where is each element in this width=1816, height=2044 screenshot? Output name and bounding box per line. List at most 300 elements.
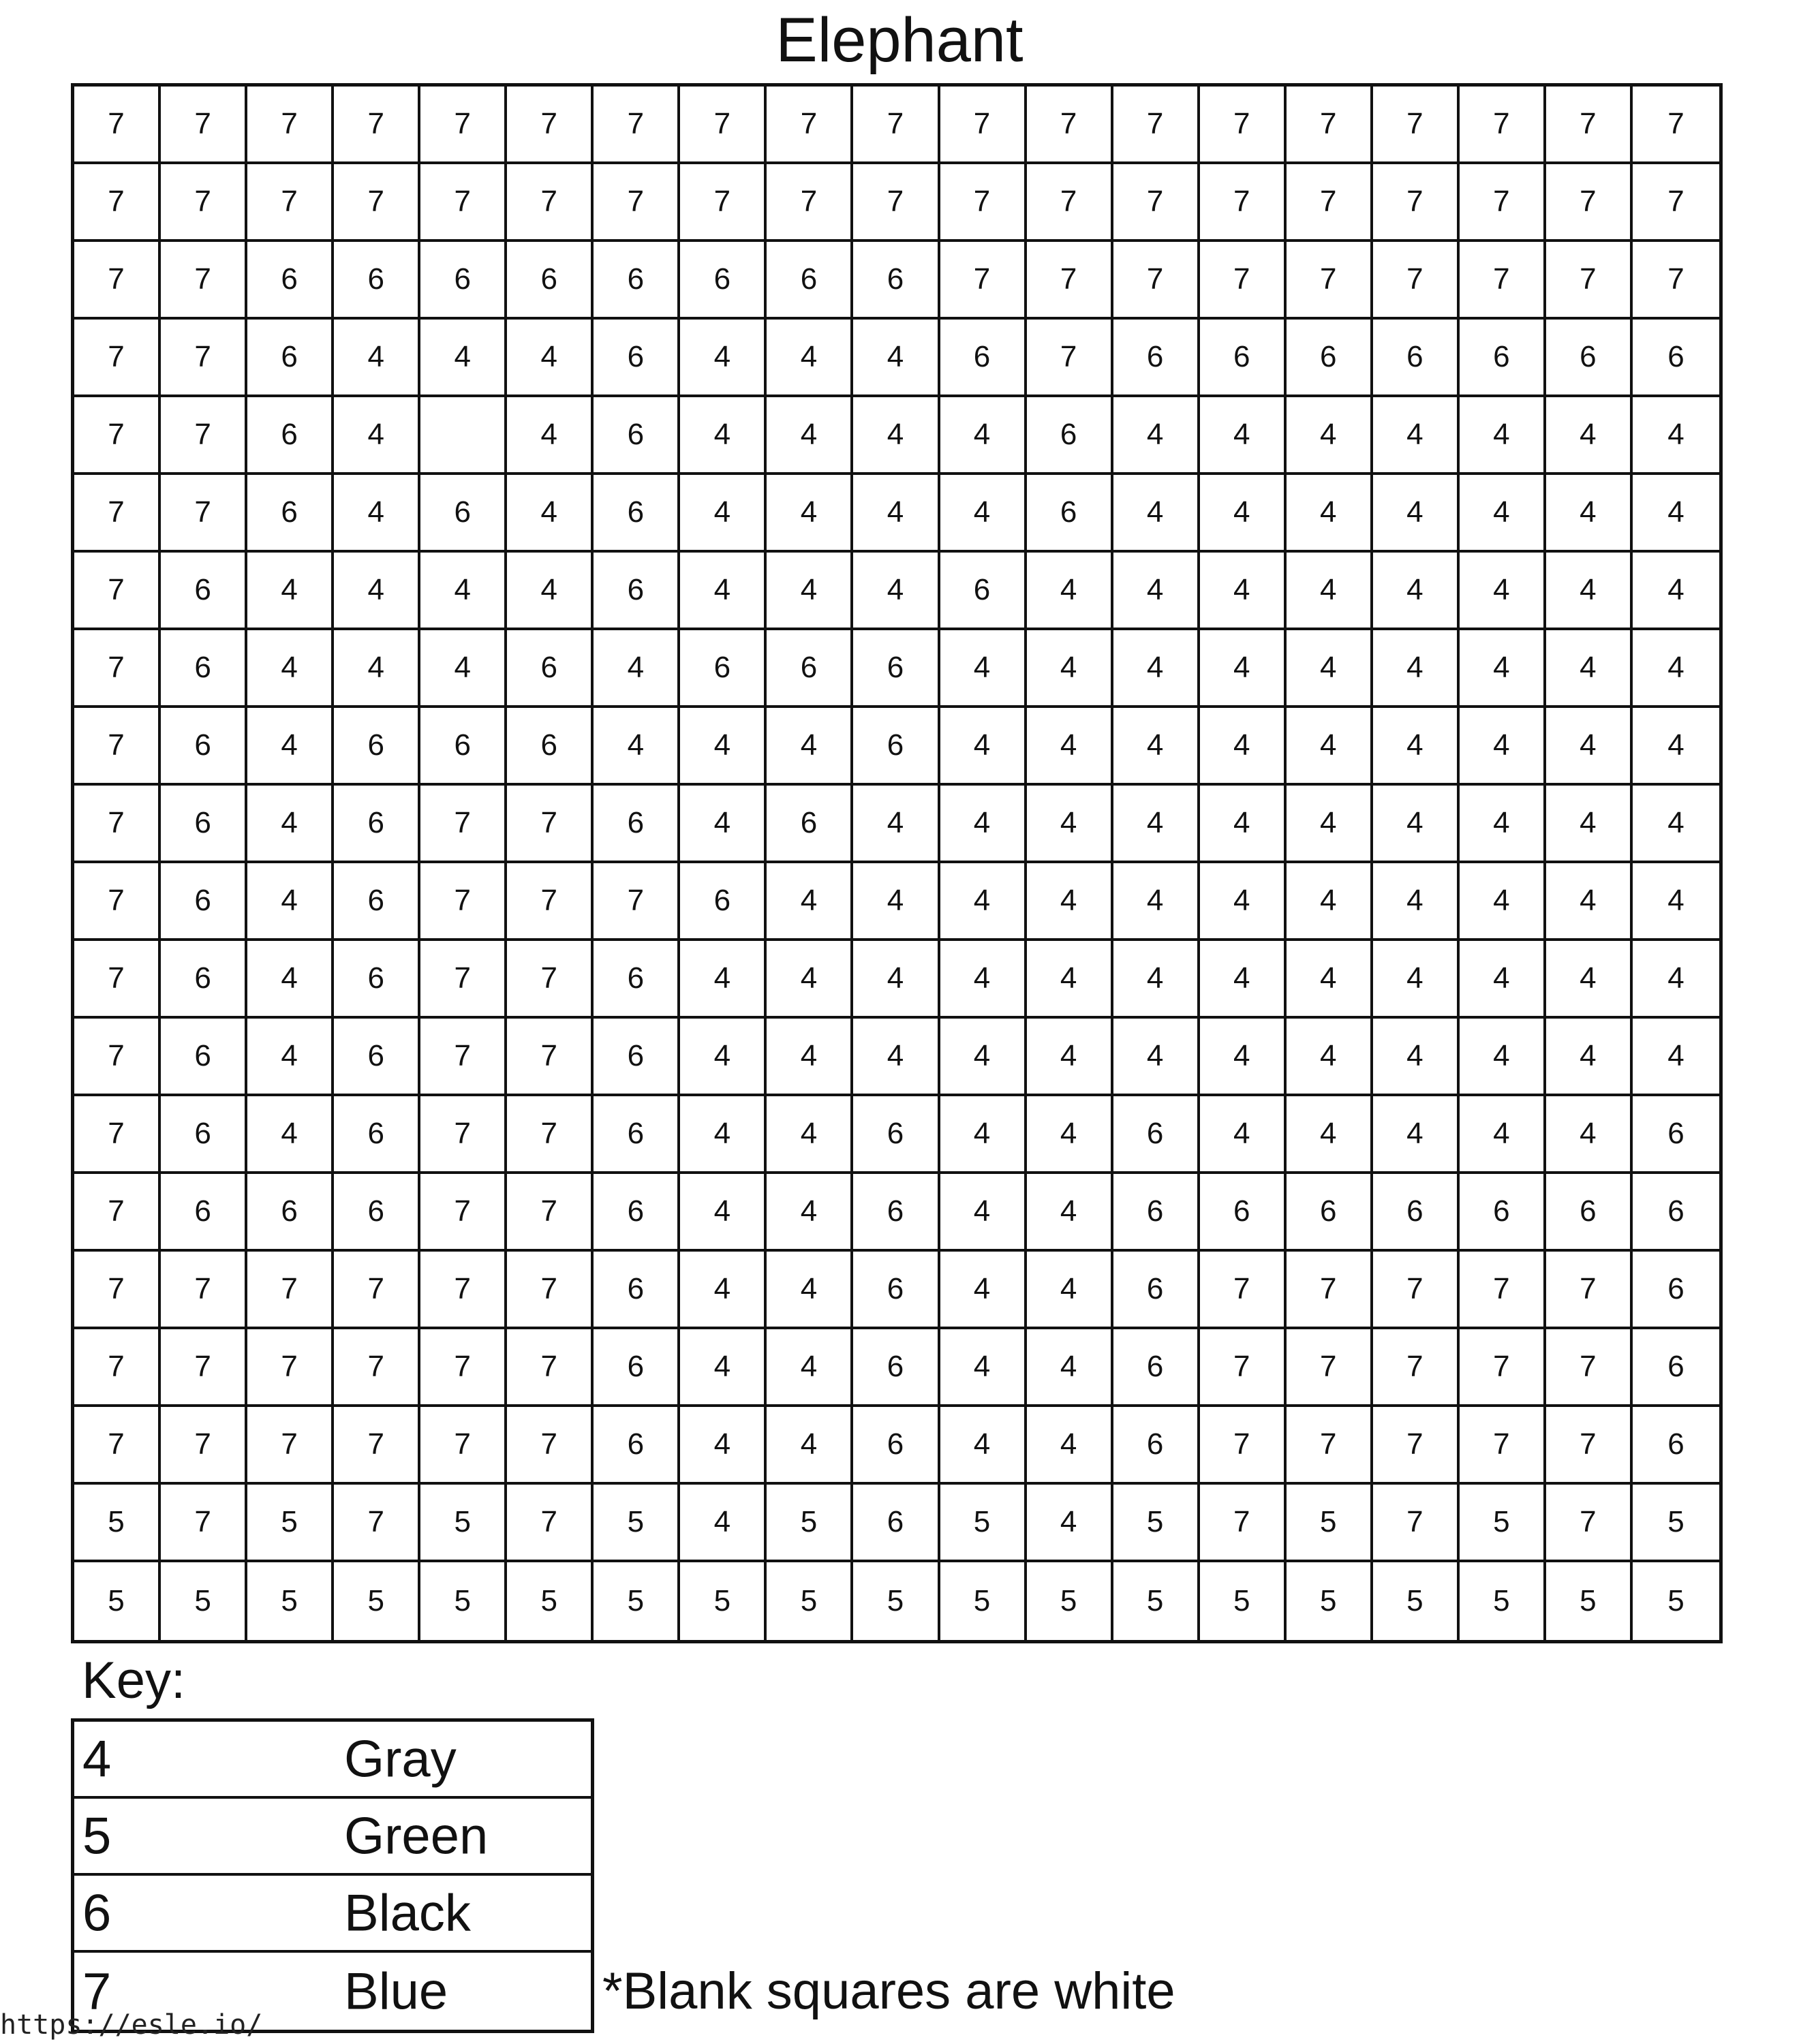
grid-cell: 4: [767, 941, 853, 1019]
grid-cell: 4: [247, 941, 334, 1019]
grid-cell: 4: [680, 1329, 767, 1407]
grid-cell: 4: [680, 397, 767, 475]
grid-cell: 6: [1200, 320, 1287, 397]
grid-cell: 7: [161, 164, 247, 242]
grid-cell: 4: [767, 1174, 853, 1252]
grid-cell: 7: [1200, 1407, 1287, 1485]
grid-cell: 4: [1633, 863, 1719, 941]
grid-cell: 7: [594, 164, 680, 242]
grid-cell: 4: [1373, 863, 1460, 941]
grid-cell: 4: [1460, 786, 1546, 863]
grid-cell: 7: [247, 1252, 334, 1329]
grid-cell: 7: [507, 941, 594, 1019]
grid-cell: 6: [1546, 320, 1633, 397]
grid-cell: 7: [420, 1174, 507, 1252]
grid-cell: 4: [247, 863, 334, 941]
grid-cell: 4: [1113, 553, 1200, 630]
key-row-5: [74, 1799, 591, 1876]
grid-cell: 6: [420, 708, 507, 786]
grid-cell: 7: [1373, 164, 1460, 242]
grid-cell: 7: [1633, 164, 1719, 242]
grid-cell: 7: [334, 87, 420, 164]
grid-cell: 6: [334, 786, 420, 863]
grid-cell: 7: [74, 1407, 161, 1485]
grid-cell: 7: [1027, 87, 1113, 164]
grid-cell: 7: [1373, 1252, 1460, 1329]
grid-cell: 4: [1373, 708, 1460, 786]
grid-cell: 7: [74, 708, 161, 786]
grid-cell: 4: [420, 553, 507, 630]
grid-cell: 7: [420, 941, 507, 1019]
grid-cell: 4: [1200, 397, 1287, 475]
grid-cell: 5: [594, 1562, 680, 1640]
grid-cell: 5: [247, 1562, 334, 1640]
grid-cell: 4: [1113, 630, 1200, 708]
grid-cell: 5: [853, 1562, 940, 1640]
grid-cell: 4: [420, 320, 507, 397]
grid-cell: 4: [940, 1096, 1027, 1174]
grid-cell: 5: [1460, 1485, 1546, 1562]
grid-cell: 6: [507, 708, 594, 786]
grid-cell: 5: [1200, 1562, 1287, 1640]
grid-cell: 6: [1200, 1174, 1287, 1252]
grid-cell: 6: [1633, 1407, 1719, 1485]
grid-cell: 6: [1546, 1174, 1633, 1252]
grid-cell: 4: [334, 397, 420, 475]
grid-cell: 5: [1027, 1562, 1113, 1640]
grid-cell: 6: [594, 242, 680, 320]
grid-cell: 4: [1113, 941, 1200, 1019]
grid-cell: 4: [1460, 863, 1546, 941]
grid-cell: 7: [507, 87, 594, 164]
grid-cell: 4: [940, 1019, 1027, 1096]
grid-cell: 7: [507, 1019, 594, 1096]
grid-cell: 7: [161, 1252, 247, 1329]
grid-cell: 6: [161, 553, 247, 630]
grid-cell: 4: [1287, 941, 1373, 1019]
grid-cell: 7: [507, 786, 594, 863]
grid-cell: 4: [1546, 1019, 1633, 1096]
grid-cell: 4: [940, 630, 1027, 708]
grid-cell: 7: [334, 1252, 420, 1329]
grid-cell: 6: [161, 1174, 247, 1252]
grid-cell: 6: [853, 1252, 940, 1329]
grid-cell: 4: [1287, 863, 1373, 941]
grid-cell: 7: [334, 164, 420, 242]
grid-cell: 4: [1460, 941, 1546, 1019]
grid-cell: 6: [1373, 1174, 1460, 1252]
grid-cell: 4: [853, 941, 940, 1019]
grid-cell: 6: [334, 863, 420, 941]
grid-cell: 7: [161, 320, 247, 397]
grid-cell: 4: [1546, 397, 1633, 475]
grid-cell: 4: [247, 630, 334, 708]
key-table: [71, 1718, 594, 2033]
grid-cell: 6: [334, 1019, 420, 1096]
grid-cell: 4: [767, 397, 853, 475]
grid-cell: 7: [1027, 242, 1113, 320]
grid-cell: 7: [507, 1096, 594, 1174]
grid-cell: 7: [853, 164, 940, 242]
grid-cell: 6: [853, 1407, 940, 1485]
grid-cell: 4: [680, 1174, 767, 1252]
grid-cell: 4: [767, 708, 853, 786]
grid-cell: 4: [1027, 630, 1113, 708]
grid-cell: 7: [940, 242, 1027, 320]
grid-cell: 6: [767, 242, 853, 320]
grid-cell: 7: [74, 242, 161, 320]
grid-cell: 7: [420, 786, 507, 863]
grid-cell: 7: [1373, 1485, 1460, 1562]
key-row-6: [74, 1876, 591, 1953]
grid-cell: 7: [74, 475, 161, 553]
grid-cell: 6: [940, 553, 1027, 630]
grid-cell: 4: [1373, 397, 1460, 475]
grid-cell: 7: [594, 863, 680, 941]
watermark-url: https://esle.io/: [0, 2009, 263, 2041]
grid-cell: 7: [1460, 1407, 1546, 1485]
grid-cell: 4: [767, 553, 853, 630]
grid-cell: 6: [853, 630, 940, 708]
grid-cell: 4: [1546, 941, 1633, 1019]
grid-cell: 6: [594, 1174, 680, 1252]
grid-cell: 4: [1200, 708, 1287, 786]
grid-cell: 7: [1200, 1329, 1287, 1407]
grid-cell: 4: [1460, 397, 1546, 475]
grid-cell: 7: [1113, 87, 1200, 164]
grid-cell: 4: [1287, 708, 1373, 786]
grid-cell: 4: [767, 320, 853, 397]
grid-cell: 5: [1113, 1562, 1200, 1640]
grid-cell: 7: [1546, 87, 1633, 164]
grid-cell: 7: [940, 87, 1027, 164]
grid-cell: 7: [1546, 1485, 1633, 1562]
grid-cell: 6: [594, 320, 680, 397]
grid-cell: 7: [507, 1329, 594, 1407]
grid-cell: 6: [1113, 1096, 1200, 1174]
grid-cell: 7: [420, 1407, 507, 1485]
grid-cell: 4: [1113, 475, 1200, 553]
grid-cell: 6: [507, 630, 594, 708]
grid-cell: 5: [767, 1485, 853, 1562]
grid-cell: 7: [420, 164, 507, 242]
grid-cell: 6: [594, 1252, 680, 1329]
grid-cell: 4: [1546, 786, 1633, 863]
grid-cell: 7: [1373, 1407, 1460, 1485]
grid-cell: 6: [420, 242, 507, 320]
grid-cell: 6: [594, 941, 680, 1019]
grid-cell: 6: [161, 630, 247, 708]
grid-cell: 6: [1113, 1329, 1200, 1407]
page-title: Elephant: [775, 5, 1024, 75]
grid-cell: 7: [420, 1252, 507, 1329]
grid-cell: 6: [161, 863, 247, 941]
grid-cell: 6: [1460, 320, 1546, 397]
grid-cell: 7: [247, 164, 334, 242]
grid-cell: 5: [74, 1562, 161, 1640]
grid-cell: 7: [1460, 164, 1546, 242]
grid-cell: 4: [680, 786, 767, 863]
grid-cell: 6: [594, 1096, 680, 1174]
grid-cell: 7: [853, 87, 940, 164]
grid-cell: 7: [594, 87, 680, 164]
grid-cell: 6: [420, 475, 507, 553]
grid-cell: 4: [1546, 1096, 1633, 1174]
grid-cell: 6: [853, 708, 940, 786]
grid-cell: 4: [680, 1019, 767, 1096]
grid-cell: 7: [1373, 242, 1460, 320]
grid-cell: 4: [1287, 475, 1373, 553]
grid-cell: 6: [247, 475, 334, 553]
grid-cell: 7: [1460, 1252, 1546, 1329]
grid-cell: 7: [1460, 87, 1546, 164]
grid-cell: 7: [161, 397, 247, 475]
grid-cell: 4: [1113, 786, 1200, 863]
grid-cell: 6: [247, 1174, 334, 1252]
grid-cell: 4: [1546, 630, 1633, 708]
grid-cell: 6: [1373, 320, 1460, 397]
grid-cell: 4: [1373, 941, 1460, 1019]
grid-cell: 7: [1200, 242, 1287, 320]
grid-cell: 4: [1287, 1019, 1373, 1096]
grid-cell: 4: [1200, 863, 1287, 941]
grid-cell: 4: [1460, 1019, 1546, 1096]
grid-cell: 4: [247, 1096, 334, 1174]
grid-cell: 4: [594, 630, 680, 708]
grid-cell: 7: [1027, 164, 1113, 242]
grid-cell: 4: [247, 553, 334, 630]
grid-cell: 4: [1027, 1407, 1113, 1485]
grid-cell: 4: [1113, 397, 1200, 475]
grid-cell: 7: [161, 1407, 247, 1485]
grid-cell: 7: [74, 1329, 161, 1407]
grid-cell: 4: [1546, 708, 1633, 786]
grid-cell: 4: [853, 553, 940, 630]
grid-cell: 6: [853, 1174, 940, 1252]
grid-cell: 4: [940, 397, 1027, 475]
grid-cell: 5: [1460, 1562, 1546, 1640]
grid-cell: [420, 397, 507, 475]
grid-cell: 4: [1287, 786, 1373, 863]
grid-cell: 6: [161, 1096, 247, 1174]
grid-cell: 7: [507, 1485, 594, 1562]
grid-cell: 6: [594, 475, 680, 553]
grid-cell: 4: [507, 397, 594, 475]
grid-cell: 4: [1200, 1019, 1287, 1096]
grid-cell: 7: [1633, 242, 1719, 320]
grid-cell: 4: [1633, 553, 1719, 630]
grid-cell: 7: [1460, 242, 1546, 320]
grid-cell: 7: [1546, 1407, 1633, 1485]
grid-cell: 4: [1287, 553, 1373, 630]
grid-cell: 4: [1027, 1329, 1113, 1407]
grid-cell: 4: [1027, 1252, 1113, 1329]
grid-cell: 4: [1113, 1019, 1200, 1096]
grid-cell: 7: [1373, 87, 1460, 164]
grid-cell: 5: [1373, 1562, 1460, 1640]
grid-cell: 6: [161, 708, 247, 786]
grid-cell: 7: [507, 1407, 594, 1485]
grid-cell: 7: [1546, 242, 1633, 320]
grid-cell: 7: [74, 1096, 161, 1174]
grid-cell: 7: [420, 1096, 507, 1174]
grid-cell: 7: [507, 863, 594, 941]
grid-cell: 7: [247, 87, 334, 164]
grid-cell: 7: [1200, 1485, 1287, 1562]
grid-cell: 7: [161, 87, 247, 164]
grid-cell: 7: [767, 87, 853, 164]
grid-cell: 4: [680, 475, 767, 553]
grid-cell: 7: [74, 553, 161, 630]
grid-cell: 4: [767, 1252, 853, 1329]
grid-cell: 6: [334, 1174, 420, 1252]
grid-cell: 7: [74, 1252, 161, 1329]
grid-cell: 7: [1633, 87, 1719, 164]
grid-cell: 4: [1200, 630, 1287, 708]
grid-cell: 4: [1287, 630, 1373, 708]
grid-cell: 6: [1113, 1407, 1200, 1485]
grid-cell: 4: [680, 320, 767, 397]
grid-cell: 6: [767, 630, 853, 708]
grid-cell: 7: [74, 630, 161, 708]
grid-cell: 4: [507, 320, 594, 397]
grid-cell: 4: [1027, 708, 1113, 786]
grid-cell: 4: [767, 475, 853, 553]
grid-cell: 6: [507, 242, 594, 320]
grid-cell: 4: [680, 708, 767, 786]
grid-cell: 6: [334, 242, 420, 320]
grid-cell: 5: [1287, 1562, 1373, 1640]
grid-cell: 6: [1287, 320, 1373, 397]
grid-cell: 6: [1027, 475, 1113, 553]
key-color-name: Blue: [344, 1962, 448, 2020]
grid-cell: 4: [767, 1019, 853, 1096]
grid-cell: 4: [1027, 941, 1113, 1019]
grid-cell: 7: [334, 1485, 420, 1562]
grid-cell: 4: [940, 708, 1027, 786]
grid-cell: 6: [680, 863, 767, 941]
grid-cell: 4: [1200, 475, 1287, 553]
grid-cell: 5: [680, 1562, 767, 1640]
grid-cell: 6: [247, 397, 334, 475]
grid-cell: 4: [334, 630, 420, 708]
grid-cell: 5: [1546, 1562, 1633, 1640]
grid-cell: 4: [853, 1019, 940, 1096]
grid-cell: 5: [334, 1562, 420, 1640]
grid-cell: 4: [1546, 863, 1633, 941]
grid-cell: 6: [334, 941, 420, 1019]
grid-cell: 7: [507, 1252, 594, 1329]
grid-cell: 7: [680, 164, 767, 242]
grid-cell: 6: [1460, 1174, 1546, 1252]
grid-cell: 4: [767, 1096, 853, 1174]
grid-cell: 7: [940, 164, 1027, 242]
grid-cell: 6: [1633, 1174, 1719, 1252]
grid-cell: 7: [161, 1485, 247, 1562]
grid-cell: 7: [1546, 1252, 1633, 1329]
grid-cell: 4: [940, 475, 1027, 553]
grid-cell: 4: [1546, 553, 1633, 630]
grid-cell: 4: [1633, 941, 1719, 1019]
grid-cell: 6: [247, 320, 334, 397]
grid-cell: 7: [161, 242, 247, 320]
grid-cell: 7: [1373, 1329, 1460, 1407]
grid-cell: 4: [1460, 553, 1546, 630]
grid-cell: 4: [1460, 1096, 1546, 1174]
grid-cell: 4: [853, 397, 940, 475]
grid-cell: 6: [680, 630, 767, 708]
grid-cell: 4: [1027, 1174, 1113, 1252]
grid-cell: 4: [1373, 630, 1460, 708]
grid-cell: 4: [1633, 397, 1719, 475]
key-number: 4: [82, 1730, 112, 1788]
grid-cell: 4: [1200, 553, 1287, 630]
grid-cell: 6: [161, 941, 247, 1019]
grid-cell: 4: [767, 1329, 853, 1407]
key-number: 7: [82, 1962, 112, 2020]
grid-cell: 7: [1287, 164, 1373, 242]
grid-cell: 6: [853, 1485, 940, 1562]
grid-cell: 5: [420, 1485, 507, 1562]
grid-cell: 4: [1633, 475, 1719, 553]
grid-cell: 4: [1633, 630, 1719, 708]
grid-cell: 6: [853, 1329, 940, 1407]
grid-cell: 6: [1113, 320, 1200, 397]
blank-squares-note: *Blank squares are white: [602, 1962, 1175, 2020]
grid-cell: 5: [507, 1562, 594, 1640]
grid-cell: 4: [1373, 1019, 1460, 1096]
grid-cell: 4: [1027, 553, 1113, 630]
grid-cell: 4: [247, 1019, 334, 1096]
grid-cell: 4: [680, 553, 767, 630]
grid-cell: 5: [74, 1485, 161, 1562]
grid-cell: 4: [1027, 786, 1113, 863]
grid-cell: 4: [940, 863, 1027, 941]
grid-cell: 6: [1633, 320, 1719, 397]
grid-cell: 4: [680, 1096, 767, 1174]
grid-cell: 4: [940, 1407, 1027, 1485]
grid-cell: 4: [940, 941, 1027, 1019]
grid-cell: 7: [1287, 1329, 1373, 1407]
grid-cell: 6: [1027, 397, 1113, 475]
grid-cell: 6: [1113, 1174, 1200, 1252]
grid-cell: 6: [161, 1019, 247, 1096]
grid-cell: 4: [334, 320, 420, 397]
grid-cell: 7: [74, 863, 161, 941]
key-label: Key:: [82, 1652, 186, 1709]
grid-cell: 6: [334, 1096, 420, 1174]
grid-cell: 4: [1546, 475, 1633, 553]
key-color-name: Black: [344, 1884, 471, 1942]
grid-cell: 4: [247, 708, 334, 786]
grid-cell: 7: [247, 1407, 334, 1485]
grid-cell: 6: [1633, 1329, 1719, 1407]
grid-cell: 4: [1373, 553, 1460, 630]
grid-cell: 4: [1113, 708, 1200, 786]
grid-cell: 7: [1200, 1252, 1287, 1329]
grid-cell: 7: [334, 1329, 420, 1407]
grid-cell: 4: [1373, 786, 1460, 863]
grid-cell: 6: [594, 553, 680, 630]
grid-cell: 7: [334, 1407, 420, 1485]
grid-cell: 7: [1287, 87, 1373, 164]
grid-cell: 6: [594, 1329, 680, 1407]
key-row-4: [74, 1722, 591, 1799]
grid-cell: 6: [853, 242, 940, 320]
grid-cell: 7: [1546, 1329, 1633, 1407]
grid-cell: 4: [1633, 708, 1719, 786]
grid-cell: 5: [940, 1485, 1027, 1562]
